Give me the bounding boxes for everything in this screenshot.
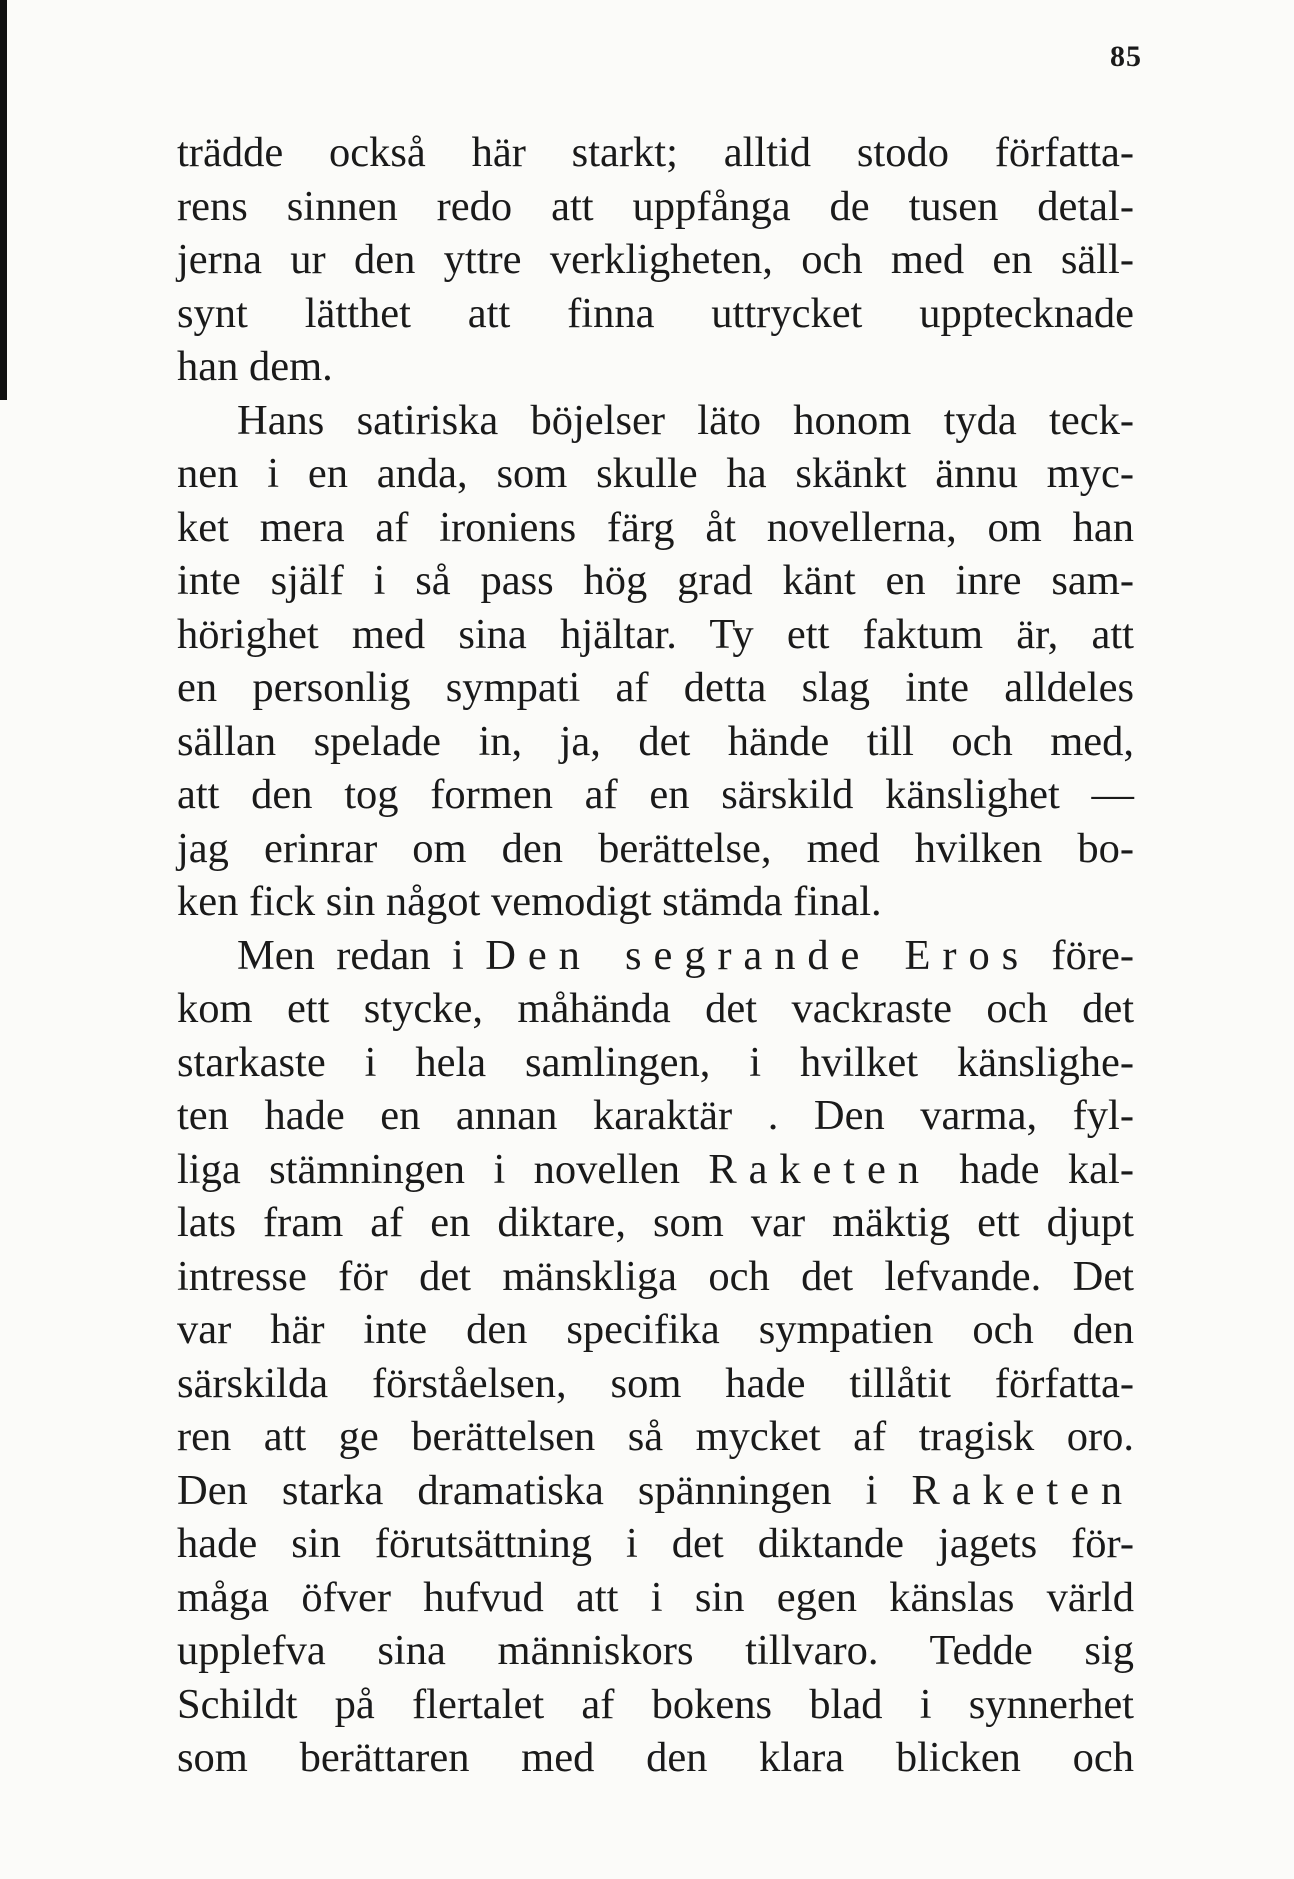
text-line: jerna ur den yttre verkligheten, och med en säll-	[177, 236, 1134, 283]
text-line: hade sin förutsättning i det diktande jagets för-	[177, 1520, 1134, 1567]
text-line	[177, 1464, 1134, 1518]
story-title: Raketen	[708, 1145, 931, 1193]
text-line: sällan spelade in, ja, det hände till och med,	[177, 717, 1134, 765]
text-fragment: liga stämningen i novellen	[177, 1145, 709, 1193]
text-line: Schildt på flertalet af bokens blad i synnerhet	[177, 1680, 1134, 1728]
text-line: särskilda förståelsen, som hade tillåtit författa-	[177, 1359, 1134, 1407]
page-number: 85	[1110, 40, 1142, 73]
text-line: ken fick sin något vemodigt stämda final.	[177, 878, 882, 925]
text-fragment: hade kal-	[930, 1145, 1134, 1193]
text-line: ten hade en annan karaktär . Den varma, fyl-	[177, 1092, 1134, 1139]
text-line: Hans satiriska böjelser läto honom tyda teck-	[237, 396, 1134, 444]
text-line: måga öfver hufvud att i sin egen känslas värld	[177, 1573, 1134, 1621]
text-fragment: Men redan i	[237, 931, 486, 979]
text-line: synt lätthet att finna uttrycket upptecknade	[177, 289, 1134, 337]
text-line: som berättaren med den klara blicken och	[177, 1734, 1134, 1781]
book-title: Den segrande Eros	[485, 931, 1031, 979]
text-fragment: Den starka dramatiska spänningen i	[177, 1466, 912, 1514]
text-line: ren att ge berättelsen så mycket af tragisk oro.	[177, 1413, 1134, 1460]
text-fragment: före-	[1030, 931, 1134, 979]
text-line: var här inte den specifika sympatien och den	[177, 1306, 1134, 1353]
text-line: nen i en anda, som skulle ha skänkt ännu myc-	[177, 450, 1134, 497]
text-line: en personlig sympati af detta slag inte alldeles	[177, 664, 1134, 711]
text-line: han dem.	[177, 343, 333, 390]
text-line: trädde också här starkt; alltid stodo författa-	[177, 129, 1134, 176]
text-line	[177, 1143, 1134, 1197]
text-line	[177, 929, 1134, 983]
text-line: kom ett stycke, måhända det vackraste och det	[177, 985, 1134, 1032]
text-line: lats fram af en diktare, som var mäktig ett djupt	[177, 1199, 1134, 1246]
story-title: Raketen	[911, 1466, 1134, 1514]
text-line: inte själf i så pass hög grad känt en inre sam-	[177, 557, 1134, 604]
body-text	[177, 126, 1134, 1785]
text-line: hörighet med sina hjältar. Ty ett faktum är, att	[177, 610, 1134, 658]
text-line: att den tog formen af en särskild känslighet —	[177, 771, 1134, 818]
text-line: rens sinnen redo att uppfånga de tusen detal-	[177, 182, 1134, 230]
text-line: ket mera af ironiens färg åt novellerna, om han	[177, 503, 1134, 551]
text-line: jag erinrar om den berättelse, med hvilken bo-	[177, 824, 1134, 872]
text-line: starkaste i hela samlingen, i hvilket känslighe-	[177, 1038, 1134, 1086]
binding-edge	[0, 0, 7, 400]
text-line: intresse för det mänskliga och det lefvande. Det	[177, 1252, 1134, 1300]
text-line: upplefva sina människors tillvaro. Tedde sig	[177, 1627, 1134, 1674]
